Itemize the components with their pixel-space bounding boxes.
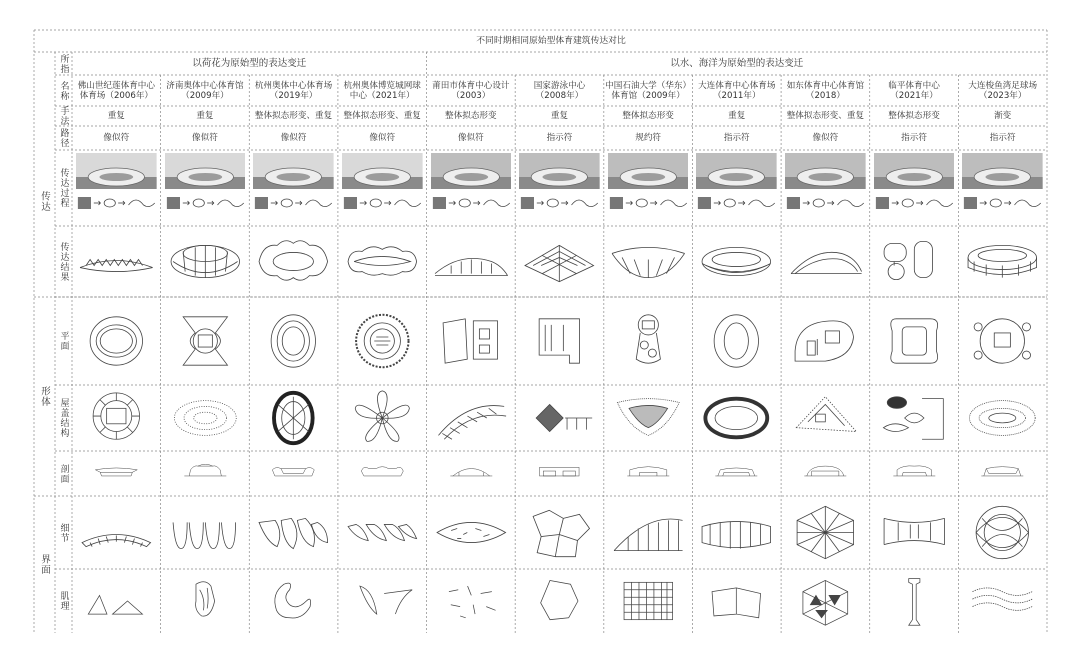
method-text: 整体拟态形变 (445, 111, 497, 121)
method-text: 重复 (550, 111, 569, 121)
building-name-line2: （2008年） (535, 90, 584, 101)
roof-sketch-4 (431, 389, 512, 447)
process-image-5 (519, 153, 600, 223)
path-text: 指示符 (546, 133, 573, 143)
section-sketch-1 (165, 455, 246, 492)
roof-sketch-3 (342, 389, 423, 447)
path-text: 像似符 (812, 133, 839, 143)
section-sketch-8 (785, 455, 866, 492)
method-0 (72, 106, 161, 126)
path-8 (781, 126, 870, 150)
process-image-8 (785, 153, 866, 223)
prototype-lotus (72, 52, 427, 75)
row-label-name-text: 名称 (58, 80, 69, 101)
plan-sketch-1 (165, 301, 246, 381)
detail-sketch-10 (962, 500, 1043, 565)
detail-sketch-2 (253, 500, 334, 565)
process-image-1 (165, 153, 246, 223)
roof-sketch-7 (696, 389, 777, 447)
method-text: 整体拟态形变、重复 (786, 111, 865, 121)
method-text: 重复 (107, 111, 125, 121)
process-image-7 (696, 153, 777, 223)
path-text: 像似符 (103, 133, 130, 143)
building-name-line2: 体育场（2006年） (79, 90, 154, 101)
method-text: 渐变 (994, 111, 1012, 121)
roof-sketch-8 (785, 389, 866, 447)
row-label-roof-text: 屋盖结构 (58, 398, 69, 438)
plan-sketch-9 (874, 301, 955, 381)
row-label-detail-text: 细节 (58, 522, 69, 543)
texture-sketch-7 (696, 573, 777, 629)
building-name-line1: 临平体育中心 (888, 80, 940, 91)
building-name-line2: （2009年） (181, 90, 229, 101)
building-name-8 (781, 75, 870, 106)
texture-sketch-3 (342, 573, 423, 629)
row-label-plan (55, 297, 72, 385)
result-sketch-7 (696, 230, 777, 293)
building-name-0 (72, 75, 161, 106)
building-name-line1: 大连体育中心体育场 (698, 80, 776, 91)
roof-sketch-0 (76, 389, 157, 447)
building-name-line1: 杭州奥体博览城网球 (343, 80, 421, 91)
process-image-10 (962, 153, 1043, 223)
roof-sketch-6 (608, 389, 689, 447)
process-image-3 (342, 153, 423, 223)
texture-sketch-8 (785, 573, 866, 629)
row-label-method (55, 106, 72, 126)
building-name-1 (161, 75, 250, 106)
building-name-line1: 中国石油大学（华东） (605, 80, 692, 91)
group-label-transmit-text: 传达 (39, 191, 50, 212)
texture-sketch-1 (165, 573, 246, 629)
section-sketch-5 (519, 455, 600, 492)
path-6 (604, 126, 693, 150)
detail-sketch-5 (519, 500, 600, 565)
building-name-3 (338, 75, 427, 106)
method-text: 重复 (196, 111, 214, 121)
method-10 (958, 106, 1047, 126)
roof-sketch-5 (519, 389, 600, 447)
detail-sketch-9 (874, 500, 955, 565)
roof-sketch-10 (962, 389, 1043, 447)
plan-sketch-5 (519, 301, 600, 381)
method-2 (249, 106, 338, 126)
detail-sketch-0 (76, 500, 157, 565)
texture-sketch-0 (76, 573, 157, 629)
result-sketch-3 (342, 230, 423, 293)
plan-sketch-6 (608, 301, 689, 381)
result-sketch-0 (76, 230, 157, 293)
building-name-line2: 中心（2021年） (349, 90, 415, 101)
row-label-result (55, 226, 72, 297)
detail-sketch-6 (608, 500, 689, 565)
texture-sketch-10 (962, 573, 1043, 629)
detail-sketch-3 (342, 500, 423, 565)
row-label-texture-text: 肌理 (58, 591, 69, 611)
path-3 (338, 126, 427, 150)
building-name-line1: 国家游泳中心 (533, 80, 586, 91)
building-name-7 (692, 75, 781, 106)
texture-sketch-6 (608, 573, 689, 629)
result-sketch-9 (874, 230, 955, 293)
building-name-line2: （2023年） (978, 90, 1027, 101)
building-name-4 (427, 75, 516, 106)
section-sketch-4 (431, 455, 512, 492)
plan-sketch-2 (253, 301, 334, 381)
table-title-text: 不同时期相同原始型体育建筑传达对比 (476, 36, 626, 46)
path-text: 指示符 (989, 133, 1016, 143)
path-10 (958, 126, 1047, 150)
table-title (55, 30, 1047, 52)
result-sketch-4 (431, 230, 512, 293)
result-sketch-5 (519, 230, 600, 293)
path-text: 规约符 (635, 133, 662, 143)
building-name-line2: （2018） (805, 90, 845, 101)
method-9 (870, 106, 959, 126)
row-label-process (55, 150, 72, 226)
group-label-form (34, 297, 55, 496)
section-sketch-10 (962, 455, 1043, 492)
section-sketch-6 (608, 455, 689, 492)
process-image-4 (431, 153, 512, 223)
path-text: 像似符 (369, 133, 396, 143)
path-text: 指示符 (723, 133, 750, 143)
process-image-2 (253, 153, 334, 223)
building-name-line2: （2021年） (890, 90, 938, 101)
building-name-10 (958, 75, 1047, 106)
method-7 (692, 106, 781, 126)
section-sketch-9 (874, 455, 955, 492)
method-text: 整体拟态形变 (888, 111, 940, 121)
building-name-2 (249, 75, 338, 106)
result-sketch-8 (785, 230, 866, 293)
plan-sketch-7 (696, 301, 777, 381)
row-label-path (55, 126, 72, 150)
row-label-result-text: 传达结果 (58, 241, 69, 282)
path-4 (427, 126, 516, 150)
detail-sketch-1 (165, 500, 246, 565)
row-label-section (55, 451, 72, 496)
prototype-header-text: 所指 (58, 53, 69, 74)
section-sketch-2 (253, 455, 334, 492)
prototype-water (427, 52, 1047, 75)
method-3 (338, 106, 427, 126)
building-name-line1: 莆田市体育中心设计 (432, 80, 510, 91)
prototype-lotus-text: 以荷花为原始型的表达变迁 (192, 58, 307, 69)
row-label-process-text: 传达过程 (58, 168, 69, 208)
method-8 (781, 106, 870, 126)
row-label-method-text: 手法 (58, 106, 69, 126)
group-label-interface (34, 496, 55, 633)
method-text: 整体拟态形变 (622, 111, 674, 121)
method-4 (427, 106, 516, 126)
group-label-form-text: 形体 (39, 386, 50, 407)
path-7 (692, 126, 781, 150)
row-label-roof (55, 385, 72, 451)
row-label-plan-text: 平面 (58, 331, 69, 351)
building-name-line1: 佛山世纪莲体育中心 (77, 80, 155, 91)
roof-sketch-1 (165, 389, 246, 447)
result-sketch-2 (253, 230, 334, 293)
row-label-section-text: 剖面 (58, 463, 69, 484)
building-name-line2: 体育馆（2009年） (611, 90, 685, 101)
process-image-9 (874, 153, 955, 223)
building-name-line1: 济南奥体中心体育馆 (166, 80, 244, 91)
texture-sketch-2 (253, 573, 334, 629)
detail-sketch-7 (696, 500, 777, 565)
path-9 (870, 126, 959, 150)
prototype-water-text: 以水、海洋为原始型的表达变迁 (670, 58, 804, 69)
path-text: 像似符 (280, 133, 307, 143)
path-1 (161, 126, 250, 150)
group-label-interface-text: 界面 (39, 554, 50, 575)
process-image-6 (608, 153, 689, 223)
path-0 (72, 126, 161, 150)
row-label-detail (55, 496, 72, 569)
path-5 (515, 126, 604, 150)
section-sketch-0 (76, 455, 157, 492)
process-image-0 (76, 153, 157, 223)
texture-sketch-9 (874, 573, 955, 629)
plan-sketch-8 (785, 301, 866, 381)
row-label-name (55, 75, 72, 106)
path-text: 像似符 (192, 133, 218, 143)
prototype-header (55, 52, 72, 75)
method-1 (161, 106, 250, 126)
section-sketch-7 (696, 455, 777, 492)
building-name-9 (870, 75, 959, 106)
path-2 (249, 126, 338, 150)
result-sketch-10 (962, 230, 1043, 293)
path-text: 像似符 (457, 133, 484, 143)
detail-sketch-4 (431, 500, 512, 565)
section-sketch-3 (342, 455, 423, 492)
building-name-line2: （2003） (451, 90, 491, 101)
plan-sketch-10 (962, 301, 1043, 381)
roof-sketch-2 (253, 389, 334, 447)
building-name-5 (515, 75, 604, 106)
group-label-transmit (34, 106, 55, 297)
method-text: 整体拟态形变、重复 (254, 111, 333, 121)
plan-sketch-3 (342, 301, 423, 381)
building-name-6 (604, 75, 693, 106)
method-5 (515, 106, 604, 126)
result-sketch-1 (165, 230, 246, 293)
roof-sketch-9 (874, 389, 955, 447)
building-name-line1: 杭州奥体中心体育场 (254, 80, 333, 91)
path-text: 指示符 (901, 133, 927, 143)
building-name-line1: 大连梭鱼湾足球场 (968, 80, 1038, 91)
detail-sketch-8 (785, 500, 866, 565)
method-text: 整体拟态形变、重复 (343, 111, 421, 121)
plan-sketch-4 (431, 301, 512, 381)
texture-sketch-5 (519, 573, 600, 629)
method-6 (604, 106, 693, 126)
texture-sketch-4 (431, 573, 512, 629)
method-text: 重复 (728, 111, 746, 121)
row-label-path-text: 路径 (58, 128, 69, 148)
row-label-texture (55, 569, 72, 633)
building-name-line2: （2019年） (269, 90, 318, 101)
building-name-line1: 如东体育中心体育馆 (786, 80, 865, 91)
result-sketch-6 (608, 230, 689, 293)
building-name-line2: （2011年） (712, 90, 761, 101)
plan-sketch-0 (76, 301, 157, 381)
